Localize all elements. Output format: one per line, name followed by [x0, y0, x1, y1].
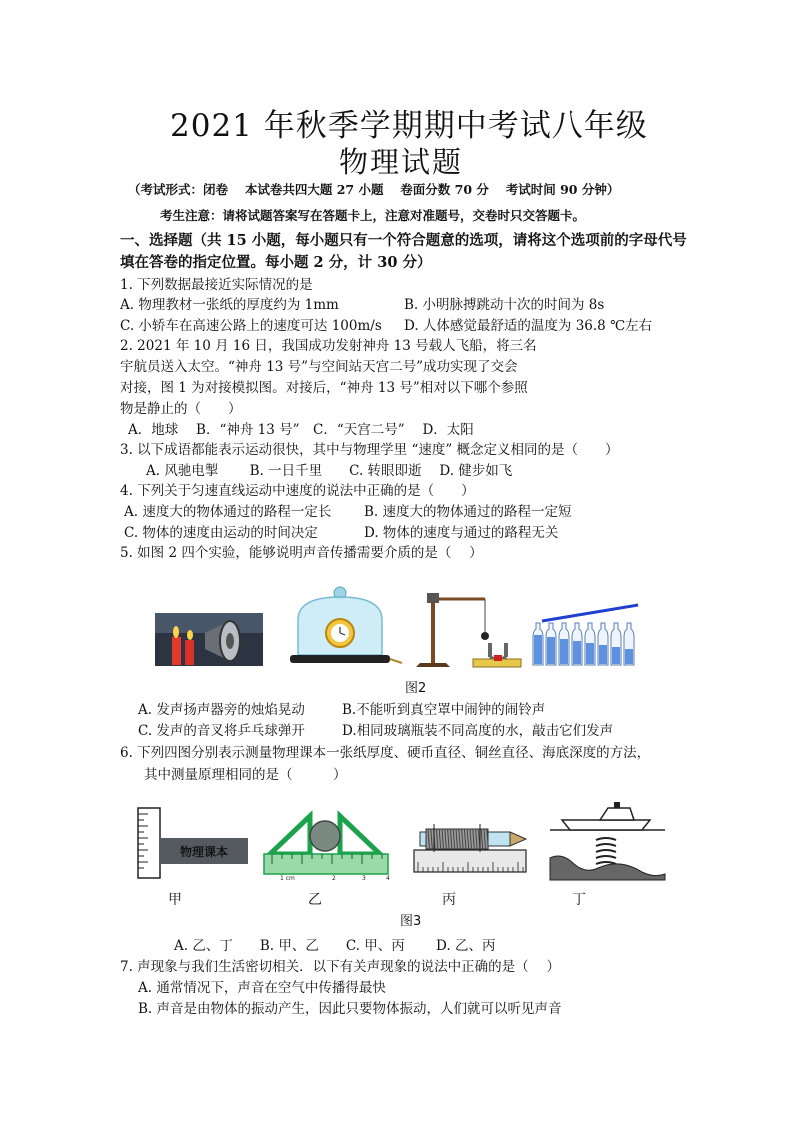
q2-options: A．地球 B．“神舟 13 号” C．“天宫二号” D．太阳 [128, 422, 474, 438]
q5-option-d: D.相同玻璃瓶装不同高度的水，敲击它们发声 [342, 723, 614, 739]
ruler-mark-3: 3 [362, 875, 366, 882]
ruler-mark-2: 2 [332, 875, 336, 882]
ruler-book-figure [138, 808, 248, 878]
q6-options: A. 乙、丁 B. 甲、乙 C. 甲、丙 D. 乙、丙 [174, 938, 496, 954]
q5-option-b: B.不能听到真空罩中闹钟的闹铃声 [342, 702, 546, 718]
q7-option-b: B. 声音是由物体的振动产生，因此只要物体振动，人们就可以听见声音 [138, 1001, 562, 1017]
fig-label-yi: 乙 [308, 892, 322, 908]
figure-3-measurements [130, 796, 670, 911]
q5-option-a: A. 发声扬声器旁的烛焰晃动 [138, 702, 305, 718]
q7-option-a: A. 通常情况下，声音在空气中传播得最快 [138, 980, 386, 996]
q3-options: A. 风驰电掣 B. 一日千里 C. 转眼即逝 D. 健步如飞 [146, 463, 513, 479]
q3-stem: 3. 以下成语都能表示运动很快，其中与物理学里 “速度” 概念定义相同的是（ ） [120, 442, 619, 458]
q2-line1: 2. 2021 年 10 月 16 日，我国成功发射神舟 13 号载人飞船，将三名 [120, 338, 537, 354]
section-heading-line2: 填在答卷的指定位置。每小题 2 分，计 30 分） [120, 254, 432, 271]
q6-line2: 其中测量原理相同的是（ ） [144, 767, 347, 783]
q1-option-c: C. 小轿车在高速公路上的速度可达 100m/s [120, 318, 382, 334]
candle-speaker-photo [155, 613, 263, 666]
tuning-fork-stand [416, 593, 521, 667]
q5-stem: 5. 如图 2 四个实验，能够说明声音传播需要介质的是（ ） [120, 545, 483, 561]
q2-line4: 物是静止的（ ） [120, 401, 242, 417]
q4-option-d: D. 物体的速度与通过的路程无关 [364, 525, 559, 541]
figure-2-experiments [150, 585, 650, 670]
bottle-water [599, 645, 607, 664]
water-bottles [542, 605, 638, 621]
bottle-water [534, 635, 542, 664]
exam-notice: 考生注意：请将试题答案写在答题卡上，注意对准题号，交卷时只交答题卡。 [160, 208, 586, 223]
fig-label-bing: 丙 [442, 892, 456, 908]
figure-3-caption: 图3 [400, 914, 422, 929]
exam-info: （考试形式：闭卷 本试卷共四大题 27 小题 卷面分数 70 分 考试时间 90 分钟） [128, 182, 620, 197]
fig-label-ding: 丁 [572, 892, 586, 908]
q4-option-a: A. 速度大的物体通过的路程一定长 [124, 504, 332, 520]
bottle-water [560, 639, 568, 664]
fig-label-jia: 甲 [168, 892, 182, 908]
q2-line3: 对接，图 1 为对接模拟图。对接后，“神舟 13 号”相对以下哪个参照 [120, 380, 528, 396]
q2-line2: 宇航员送入太空。“神舟 13 号”与空间站天宫二号”成功实现了交会 [120, 359, 518, 375]
bell-jar-clock [290, 587, 402, 663]
bottle-water [625, 649, 633, 664]
q1-option-b: B. 小明脉搏跳动十次的时间为 8s [404, 297, 605, 313]
ship-sonar-figure [550, 802, 665, 880]
q5-option-c: C. 发声的音叉将乒乓球弹开 [138, 723, 305, 739]
q1-stem: 1. 下列数据最接近实际情况的是 [120, 277, 313, 293]
page-subtitle: 物理试题 [339, 145, 464, 179]
book-label: 物理课本 [179, 845, 229, 859]
wire-pencil-figure [414, 824, 526, 872]
q6-line1: 6. 下列四图分别表示测量物理课本一张纸厚度、硬币直径、铜丝直径、海底深度的方法， [120, 745, 651, 761]
q4-option-b: B. 速度大的物体通过的路程一定短 [364, 504, 572, 520]
bottle-water [547, 637, 555, 664]
q1-option-d: D. 人体感觉最舒适的温度为 36.8 ℃左右 [404, 318, 653, 334]
q1-option-a: A. 物理教材一张纸的厚度约为 1mm [120, 297, 339, 313]
figure-2-caption: 图2 [405, 681, 427, 696]
bottle-water [612, 647, 620, 664]
page-title: 2021 年秋季学期期中考试八年级 [170, 108, 648, 144]
coin-triangles-figure [264, 816, 390, 882]
bottle-water [573, 641, 581, 664]
q7-stem: 7. 声现象与我们生活密切相关．以下有关声现象的说法中正确的是（ ） [120, 959, 560, 975]
ruler-mark-1: 1 cm [280, 875, 295, 882]
q4-option-c: C. 物体的速度由运动的时间决定 [124, 525, 318, 541]
section-heading-line1: 一、选择题（共 15 小题，每小题只有一个符合题意的选项，请将这个选项前的字母代号 [120, 232, 687, 249]
q4-stem: 4. 下列关于匀速直线运动中速度的说法中正确的是（ ） [120, 483, 475, 499]
bottle-water [586, 643, 594, 664]
ruler-mark-4: 4 [386, 875, 390, 882]
